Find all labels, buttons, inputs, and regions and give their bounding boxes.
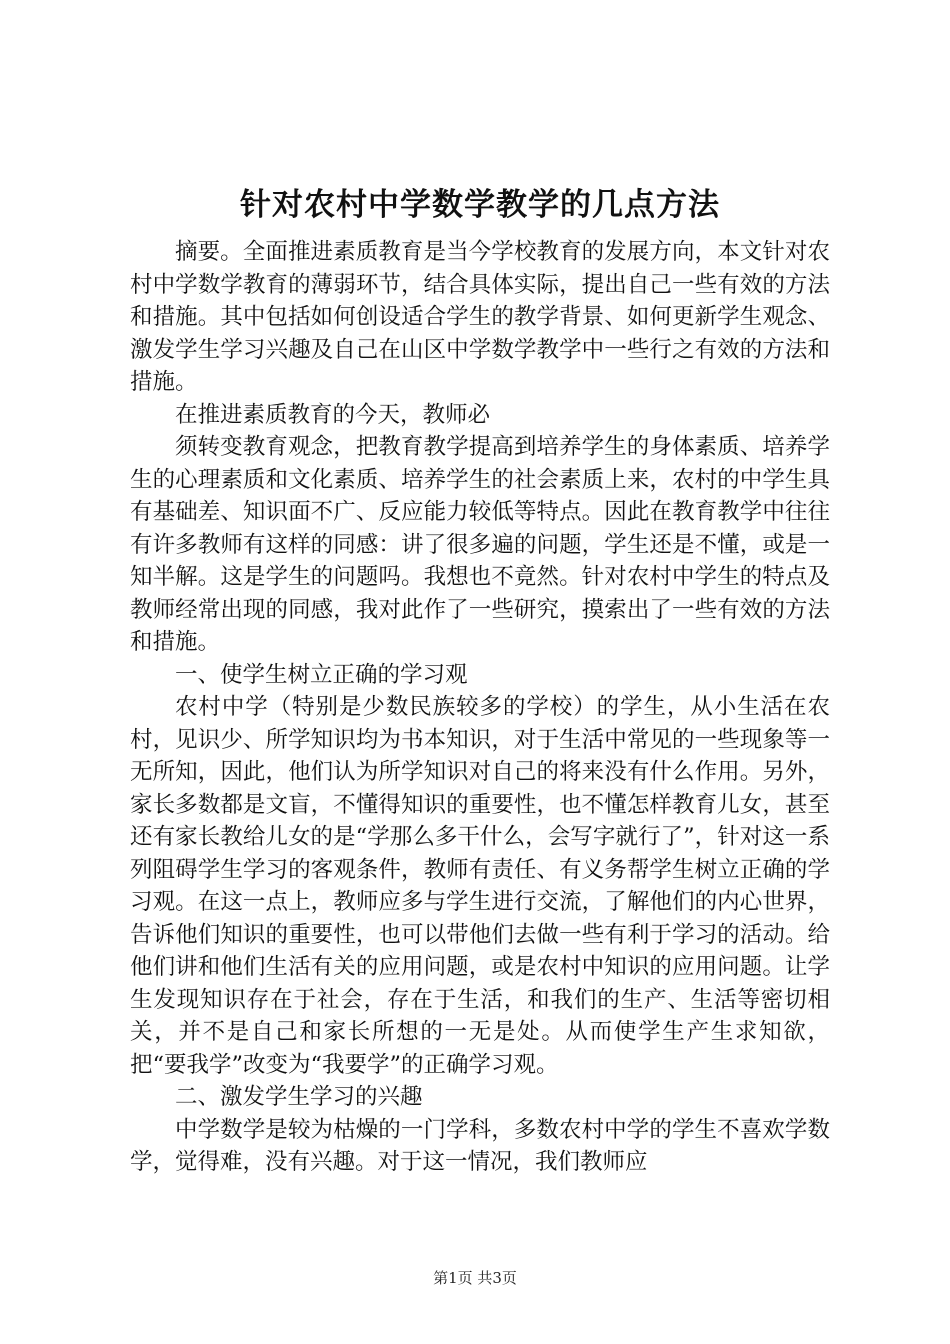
page-number-footer: 第1页 共3页: [433, 1269, 517, 1287]
section-heading: 二、激发学生学习的兴趣: [175, 1084, 423, 1110]
document-page: [130, 180, 830, 1179]
body-paragraph: 在推进素质教育的今天，教师必: [175, 401, 491, 428]
body-paragraph: 中学数学是较为枯燥的一门学科，多数农村中学的学生不喜欢学数学，觉得难，没有兴趣。对于这一情况，我们教师应: [130, 1116, 830, 1175]
abstract-paragraph: 摘要。全面推进素质教育是当今学校教育的发展方向，本文针对农村中学数学教育的薄弱环节，结合具体实际，提出自己一些有效的方法和措施。其中包括如何创设适合学生的教学背景、如何更新学生观念、激发学生学习兴趣及自己在山区中学数学教学中一些行之有效的方法和措施。: [130, 239, 830, 395]
section-heading: 一、使学生树立正确的学习观: [175, 661, 468, 688]
document-title: 针对农村中学数学教学的几点方法: [240, 187, 720, 223]
body-paragraph: 须转变教育观念，把教育教学提高到培养学生的身体素质、培养学生的心理素质和文化素质、培养学生的社会素质上来，农村的中学生具有基础差、知识面不广、反应能力较低等特点。因此在教育教学中往往有许多教师有这样的同感：讲了很多遍的问题，学生还是不懂，或是一知半解。这是学生的问题吗。我想也不竟然。针对农村中学生的特点及教师经常出现的同感，我对此作了一些研究，摸索出了一些有效的方法和措施。: [130, 434, 830, 655]
body-paragraph: 农村中学（特别是少数民族较多的学校）的学生，从小生活在农村，见识少、所学知识均为书本知识，对于生活中常见的一些现象等一无所知，因此，他们认为所学知识对自己的将来没有什么作用。另外，家长多数都是文盲，不懂得知识的重要性，也不懂怎样教育儿女，甚至还有家长教给儿女的是“学那么多干什么，会写字就行了”，针对这一系列阻碍学生学习的客观条件，教师有责任、有义务帮学生树立正确的学习观。在这一点上，教师应多与学生进行交流，了解他们的内心世界，告诉他们知识的重要性，也可以带他们去做一些有利于学习的活动。给他们讲和他们生活有关的应用问题，或是农村中知识的应用问题。让学生发现知识存在于社会，存在于生活，和我们的生产、生活等密切相关，并不是自己和家长所想的一无是处。从而使学生产生求知欲，把“要我学”改变为“我要学”的正确学习观。: [130, 694, 830, 1078]
